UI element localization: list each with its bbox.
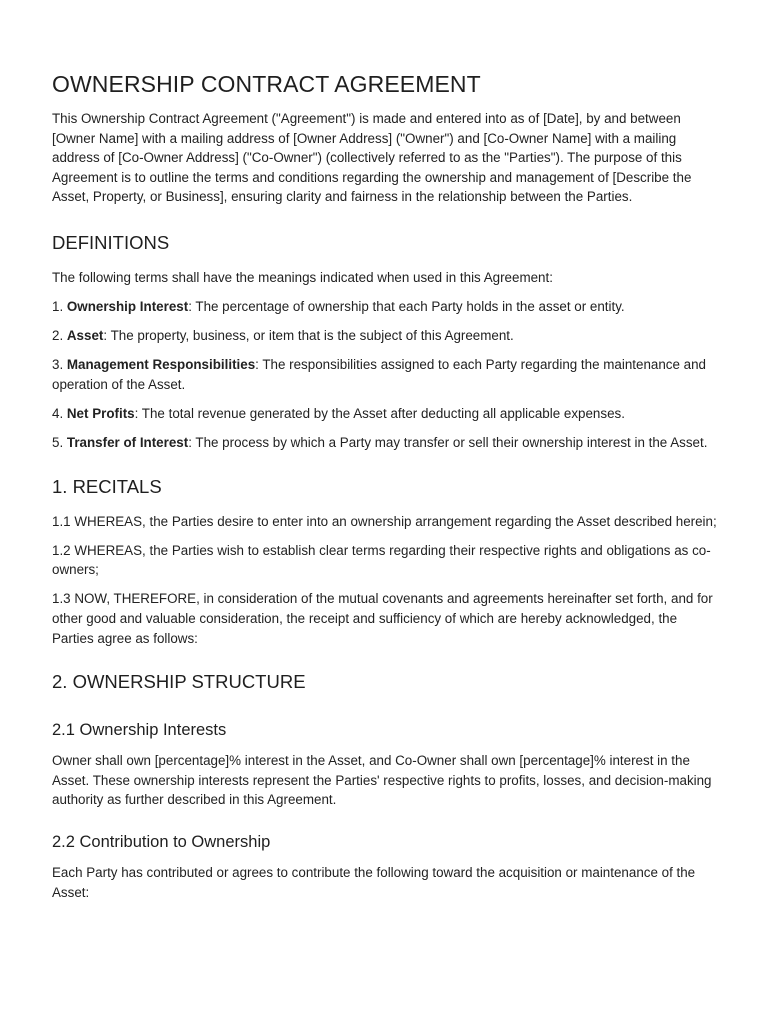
- definition-text: : The percentage of ownership that each Party holds in the asset or entity.: [188, 298, 625, 314]
- recitals-heading: 1. RECITALS: [52, 475, 162, 497]
- definitions-lead: The following terms shall have the meanings indicated when used in this Agreement:: [52, 269, 553, 285]
- ownership-interests-paragraph: Owner shall own [percentage]% interest in the Asset, and Co-Owner shall own [percentage]% interest in the Asset. These ownership interests represent the Parties' respective rights to profits, losses, and decision-making authority as further described in this Agreement.: [52, 753, 712, 808]
- definition-term: Ownership Interest: [66, 298, 189, 314]
- definition-item-net-profits: [52, 404, 718, 424]
- definition-text: : The responsibilities assigned to each Party regarding the maintenance and operation of the Asset.: [52, 356, 707, 392]
- definition-number: 3.: [52, 356, 67, 372]
- definitions-heading: DEFINITIONS: [52, 231, 170, 253]
- definition-item-transfer-of-interest: [52, 433, 718, 453]
- document-title: OWNERSHIP CONTRACT AGREEMENT: [52, 71, 481, 97]
- definition-term: Net Profits: [66, 405, 135, 421]
- ownership-interests-heading: 2.1 Ownership Interests: [52, 721, 227, 740]
- definition-term: Management Responsibilities: [66, 356, 256, 372]
- recital-1-3: 1.3 NOW, THEREFORE, in consideration of the mutual covenants and agreements hereinafter set forth, and for other good and valuable consideration, the receipt and sufficiency of which are hereby acknowledged, the Parties agree as follows:: [52, 591, 713, 646]
- intro-paragraph: This Ownership Contract Agreement ("Agreement") is made and entered into as of [Date], by and between [Owner Name] with a mailing address of [Owner Address] ("Owner") and [Co-Owner Name] with a mailing address of [Co-Owner Address] ("Co-Owner") (collectively referred to as the "Parties"). The purpose of this Agreement is to outline the terms and conditions regarding the ownership and management of [Describe the Asset, Property, or Business], ensuring clarity and fairness in the relationship between the Parties.: [52, 111, 692, 205]
- recital-1-2: 1.2 WHEREAS, the Parties wish to establish clear terms regarding their respective rights and obligations as co-owners;: [52, 542, 711, 578]
- definition-item-ownership-interest: [52, 297, 718, 317]
- definition-item-management-responsibilities: [52, 355, 718, 394]
- definition-text: : The total revenue generated by the Asset after deducting all applicable expenses.: [134, 405, 625, 421]
- definition-term: Transfer of Interest: [66, 434, 189, 450]
- definition-number: 5.: [52, 434, 67, 450]
- definition-term: Asset: [66, 327, 104, 343]
- ownership-structure-heading: 2. OWNERSHIP STRUCTURE: [52, 671, 306, 693]
- contribution-heading: 2.2 Contribution to Ownership: [52, 833, 271, 852]
- definition-text: : The property, business, or item that is the subject of this Agreement.: [103, 327, 514, 343]
- definition-number: 2.: [52, 327, 67, 343]
- definition-number: 4.: [52, 405, 67, 421]
- definition-item-asset: [52, 326, 718, 346]
- recital-1-1: 1.1 WHEREAS, the Parties desire to enter into an ownership arrangement regarding the Asset described herein;: [52, 513, 717, 529]
- definition-text: : The process by which a Party may transfer or sell their ownership interest in the Asset.: [188, 434, 708, 450]
- contribution-paragraph: Each Party has contributed or agrees to contribute the following toward the acquisition or maintenance of the Asset:: [52, 865, 696, 900]
- definition-number: 1.: [52, 298, 67, 314]
